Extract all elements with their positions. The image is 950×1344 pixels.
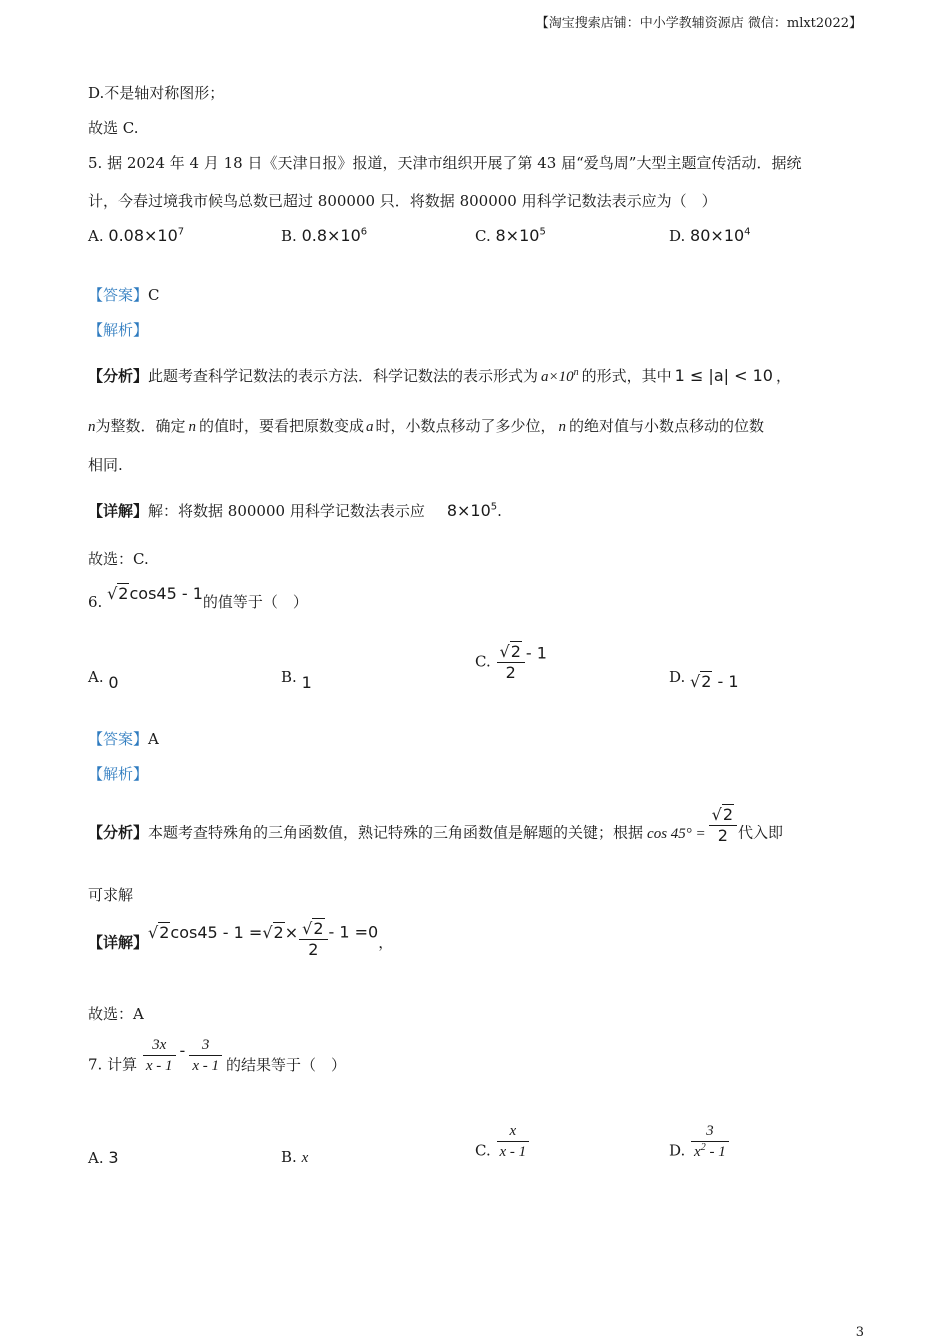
q5-choose: 故选：C. [88, 550, 149, 568]
option-fraction: $\frac{x}{x - 1}$ [497, 1122, 530, 1161]
var-a: a [366, 419, 374, 435]
option-value: $0.8\times 10^6$ [301, 226, 368, 245]
q7-option-c [475, 1122, 530, 1161]
question-number: 6. [88, 593, 103, 611]
q7-lead: 7. 计算 [88, 1055, 138, 1074]
option-value: 1 [301, 673, 312, 692]
q6-option-a [88, 668, 119, 692]
option-value: 0 [108, 673, 119, 692]
fenxi-tag: 【分析】 [88, 823, 149, 842]
fenxi-text-b: 的形式，其中 [581, 367, 672, 385]
q5-detail [88, 500, 502, 521]
answer-tag: 【答案】 [88, 286, 149, 304]
option-label: B. [281, 668, 297, 686]
text: 的值时，要看把原数变成 [199, 417, 365, 435]
detail-fraction: $\frac{√2}{2}$ [299, 920, 327, 959]
option-label: A. [88, 227, 104, 245]
q5-stem-line2: 计，今春过境我市候鸟总数已超过 800000 只．将数据 800000 用科学记数法表示应为（ ） [88, 192, 717, 210]
q5-analysis-tag: 【解析】 [88, 321, 149, 339]
option-label: D. [669, 1141, 686, 1160]
q5-fenxi-line2 [88, 415, 764, 436]
q6-expression: √2cos45 - 1 [107, 584, 203, 603]
q7-option-d [669, 1122, 730, 1161]
option-label: B. [281, 227, 297, 245]
var-n: n [88, 419, 96, 435]
page-header: 【淘宝搜索店铺：中小学教辅资源店 微信：mlxt2022】 [535, 16, 862, 31]
q7-tail: 的结果等于（ ） [225, 1055, 346, 1074]
q7-minus: - [179, 1040, 186, 1060]
page-number: 3 [855, 1325, 864, 1340]
text: 的绝对值与小数点移动的位数 [569, 417, 765, 435]
q6-choose: 故选：A [88, 1005, 144, 1023]
q6-fenxi-line2: 可求解 [88, 886, 134, 904]
fenxi-comma: ， [775, 367, 791, 385]
fenxi-fraction: $\frac{√2}{2}$ [709, 806, 737, 845]
var-n: n [188, 419, 197, 435]
fenxi-tag: 【分析】 [88, 367, 149, 385]
option-value: $0.08\times 10^7$ [108, 226, 185, 245]
detail-expr: √2cos45 - 1 =√2× [148, 922, 299, 942]
fenxi-end: 代入即 [738, 823, 784, 842]
option-label: A. [88, 668, 104, 686]
fenxi-cos: cos 45° = [647, 825, 706, 842]
q5-option-a [88, 226, 184, 245]
fenxi-range: 1 ≤ |a| < 10 [674, 366, 773, 385]
option-label: D. [669, 668, 686, 686]
q6-option-d [669, 668, 739, 691]
q5-fenxi [88, 365, 791, 386]
option-label: B. [281, 1148, 297, 1166]
q5-fenxi-line3: 相同. [88, 456, 123, 474]
prev-option-d: D.不是轴对称图形； [88, 84, 225, 102]
option-fraction: $\frac{3}{x^2 - 1}$ [691, 1122, 729, 1161]
q5-option-c [475, 226, 546, 245]
option-label: C. [475, 1141, 491, 1160]
option-label: C. [475, 227, 491, 245]
detail-text: 解：将数据 800000 用科学记数法表示应 [148, 502, 425, 520]
q6-fenxi [88, 806, 783, 845]
detail-comma: ， [378, 933, 394, 952]
text: 为整数．确定 [95, 417, 186, 435]
detail-tag: 【详解】 [88, 933, 149, 952]
detail-tag: 【详解】 [88, 502, 149, 520]
option-rest: - 1 [525, 643, 547, 663]
option-label: A. [88, 1149, 104, 1167]
q5-option-b [281, 226, 367, 245]
option-value: $80\times 10^4$ [690, 226, 751, 245]
detail-end: - 1 =0 [328, 922, 379, 942]
var-n: n [558, 419, 567, 435]
q6-tail: 的值等于（ ） [202, 593, 308, 611]
q5-stem-line1: 5. 据 2024 年 4 月 18 日《天津日报》报道，天津市组织开展了第 43 届“爱鸟周”大型主题宣传活动．据统 [88, 154, 802, 172]
option-label: D. [669, 227, 686, 245]
q6-analysis-tag: 【解析】 [88, 765, 149, 783]
detail-value: $8\times 10^5$ [446, 501, 498, 520]
option-label: C. [475, 652, 491, 671]
option-value: √2 - 1 [690, 672, 739, 691]
option-value: x [301, 1150, 309, 1166]
fenxi-text: 本题考查特殊角的三角函数值，熟记特殊的三角函数值是解题的关键；根据 [148, 823, 644, 842]
fenxi-text: 此题考查科学记数法的表示方法．科学记数法的表示形式为 [148, 367, 539, 385]
q7-option-b [281, 1148, 308, 1167]
q7-fraction-2: $\frac{3}{x - 1}$ [189, 1036, 222, 1075]
q5-option-d [669, 226, 751, 245]
q6-option-c [475, 643, 547, 682]
answer-value: C [148, 286, 160, 304]
q6-stem [88, 584, 308, 612]
q6-detail [88, 920, 393, 959]
answer-value: A [148, 730, 159, 748]
q6-answer [88, 728, 159, 749]
q7-stem [88, 1036, 346, 1075]
prev-choose: 故选 C. [88, 119, 139, 137]
option-fraction: $\frac{√2}{2}$ [497, 643, 525, 682]
text: 时，小数点移动了多少位， [375, 417, 556, 435]
q7-fraction-1: $\frac{3x}{x - 1}$ [143, 1036, 176, 1075]
q6-option-b [281, 668, 312, 692]
option-value: 3 [108, 1148, 119, 1167]
option-value: $8\times 10^5$ [495, 226, 546, 245]
fenxi-formula: $a\times 10^n$ [541, 367, 579, 385]
q5-answer [88, 284, 160, 305]
answer-tag: 【答案】 [88, 730, 149, 748]
q7-option-a [88, 1148, 119, 1167]
detail-end: . [497, 502, 502, 520]
